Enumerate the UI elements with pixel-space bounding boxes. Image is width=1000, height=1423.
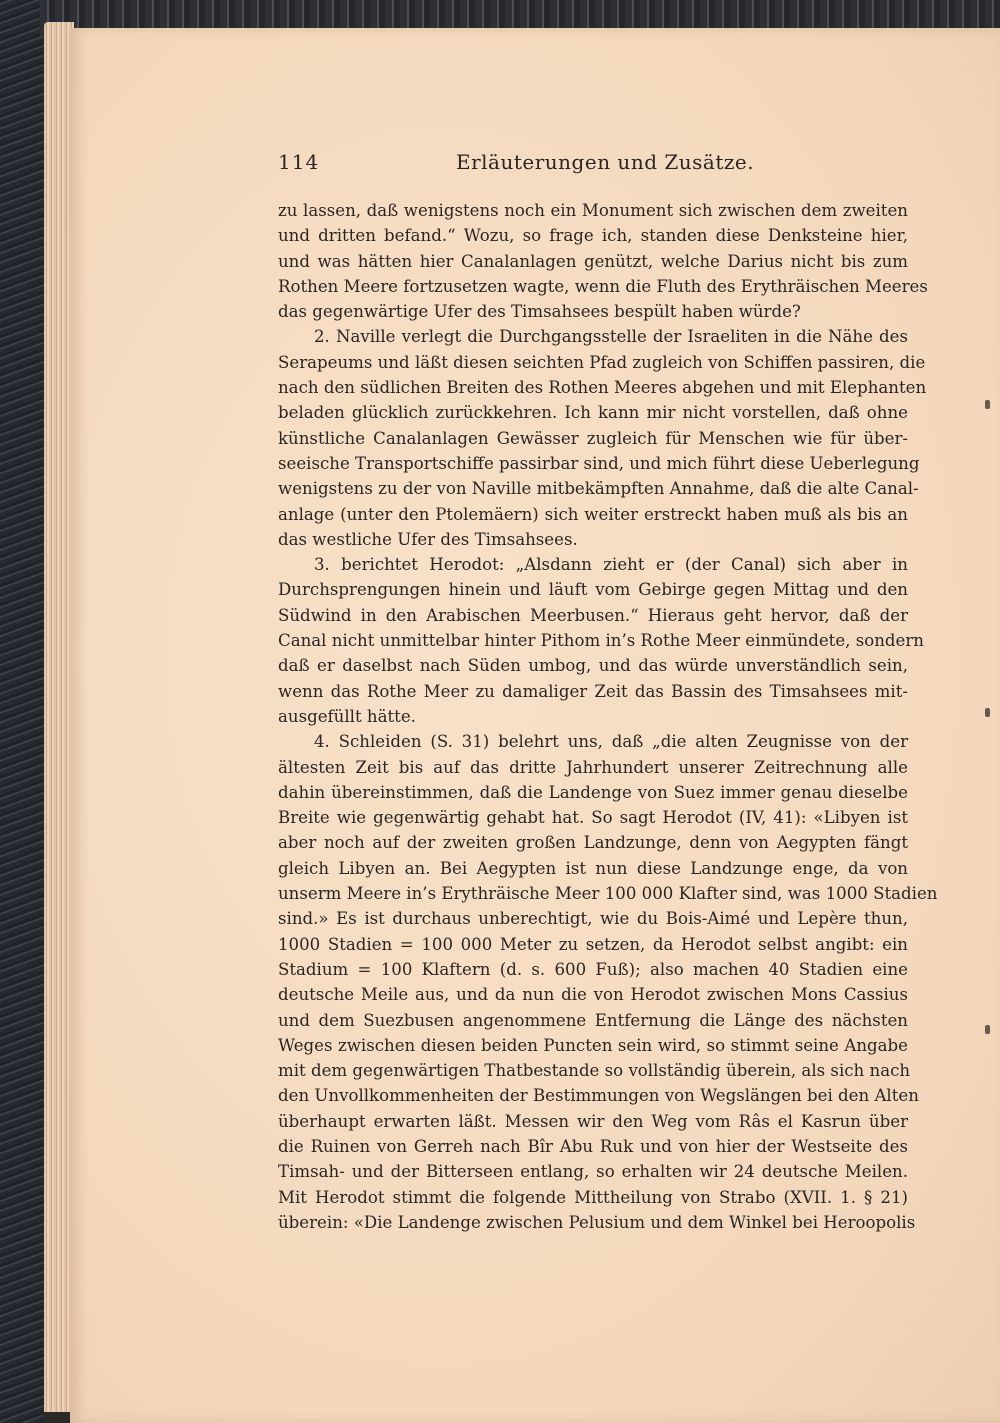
body-text [278,198,938,1235]
text-line: 4. Schleiden (S. 31) belehrt uns, daß „die alten Zeugnisse von der [314,732,908,752]
text-line: zu lassen, daß wenigstens noch ein Monument sich zwischen dem zweiten [278,201,908,220]
text-line: seeische Transportschiffe passirbar sind, und mich führt diese Ueberlegung [278,453,920,473]
text-line: anlage (unter den Ptolemäern) sich weiter erstreckt haben muß als bis an [278,504,908,524]
text-line: Stadium = 100 Klaftern (d. s. 600 Fuß); also machen 40 Stadien eine [278,959,908,979]
text-line: das gegenwärtige Ufer des Timsahsees bespült haben würde? [278,302,801,322]
text-line: daß er daselbst nach Süden umbog, und das würde unverständlich sein, [278,656,908,676]
text-line: Weges zwischen diesen beiden Puncten sein wird, so stimmt seine Angabe [278,1035,908,1055]
text-line: Breite wie gegenwärtig gehabt hat. So sagt Herodot (IV, 41): «Libyen ist [278,808,908,828]
text-line: nach den südlichen Breiten des Rothen Meeres abgehen und mit Elephanten [278,378,927,398]
text-line: ausgefüllt hätte. [278,706,416,726]
text-line: gleich Libyen an. Bei Aegypten ist nun diese Landzunge enge, da von [278,858,908,878]
text-line: beladen glücklich zurückkehren. Ich kann mir nicht vorstellen, daß ohne [278,403,908,423]
running-head: Erläuterungen und Zusätze. [456,150,755,174]
text-line: und dritten befand.“ Wozu, so frage ich, standen diese Denksteine hier, [278,226,908,246]
text-line: wenn das Rothe Meer zu damaliger Zeit das Bassin des Timsahsees mit- [278,681,908,701]
text-line: Timsah- und der Bitterseen entlang, so erhalten wir 24 deutsche Meilen. [278,1162,908,1182]
text-line: 3. berichtet Herodot: „Alsdann zieht er (der Canal) sich aber in [314,555,908,575]
text-line: Canal nicht unmittelbar hinter Pithom in’s Rothe Meer einmündete, sondern [278,631,924,651]
text-line: 2. Naville verlegt die Durchgangsstelle der Israeliten in die Nähe des [314,327,908,347]
text-line: die Ruinen von Gerreh nach Bîr Abu Ruk und von hier der Westseite des [278,1136,908,1156]
text-line: aber noch auf der zweiten großen Landzunge, denn von Aegypten fängt [278,833,908,853]
page-number: 114 [278,150,320,174]
text-line: künstliche Canalanlagen Gewässer zugleich für Menschen wie für über- [278,428,908,448]
page-header [278,150,908,180]
text-line: den Unvollkommenheiten der Bestimmungen von Wegslängen bei den Alten [278,1086,919,1106]
text-line: ältesten Zeit bis auf das dritte Jahrhundert unserer Zeitrechnung alle [278,757,908,777]
text-line: mit dem gegenwärtigen Thatbestande so vollständig überein, als sich nach [278,1061,911,1081]
text-line: dahin übereinstimmen, daß die Landenge von Suez immer genau dieselbe [278,782,908,802]
margin-mark [985,708,990,717]
text-line: Südwind in den Arabischen Meerbusen.“ Hieraus geht hervor, daß der [278,605,908,625]
text-line: Mit Herodot stimmt die folgende Mittheilung von Strabo (XVII. 1. § 21) [278,1187,908,1207]
text-line: und was hätten hier Canalanlagen genützt, welche Darius nicht bis zum [278,251,908,271]
text-line: überein: «Die Landenge zwischen Pelusium und dem Winkel bei Heroopolis [278,1212,916,1232]
text-line: unserm Meere in’s Erythräische Meer 100 000 Klafter sind, was 1000 Stadien [278,884,938,904]
text-line: Rothen Meere fortzusetzen wagte, wenn die Fluth des Erythräischen Meeres [278,276,928,296]
text-line: und dem Suezbusen angenommene Entfernung die Länge des nächsten [278,1010,908,1030]
text-line: überhaupt erwarten läßt. Messen wir den Weg vom Râs el Kasrun über [278,1111,908,1131]
text-line: sind.» Es ist durchaus unberechtigt, wie du Bois-Aimé und Lepère thun, [278,909,908,929]
book-spine [0,0,44,1423]
text-line: Serapeums und läßt diesen seichten Pfad zugleich von Schiffen passiren, die [278,352,926,372]
margin-mark [985,1025,990,1034]
margin-mark [985,400,990,409]
text-line: Durchsprengungen hinein und läuft vom Gebirge gegen Mittag und den [278,580,908,600]
text-line: 1000 Stadien = 100 000 Meter zu setzen, da Herodot selbst angibt: ein [278,934,908,954]
text-line: das westliche Ufer des Timsahsees. [278,529,578,549]
text-line: deutsche Meile aus, und da nun die von Herodot zwischen Mons Cassius [278,985,908,1005]
text-line: wenigstens zu der von Naville mitbekämpften Annahme, daß die alte Canal- [278,479,919,499]
